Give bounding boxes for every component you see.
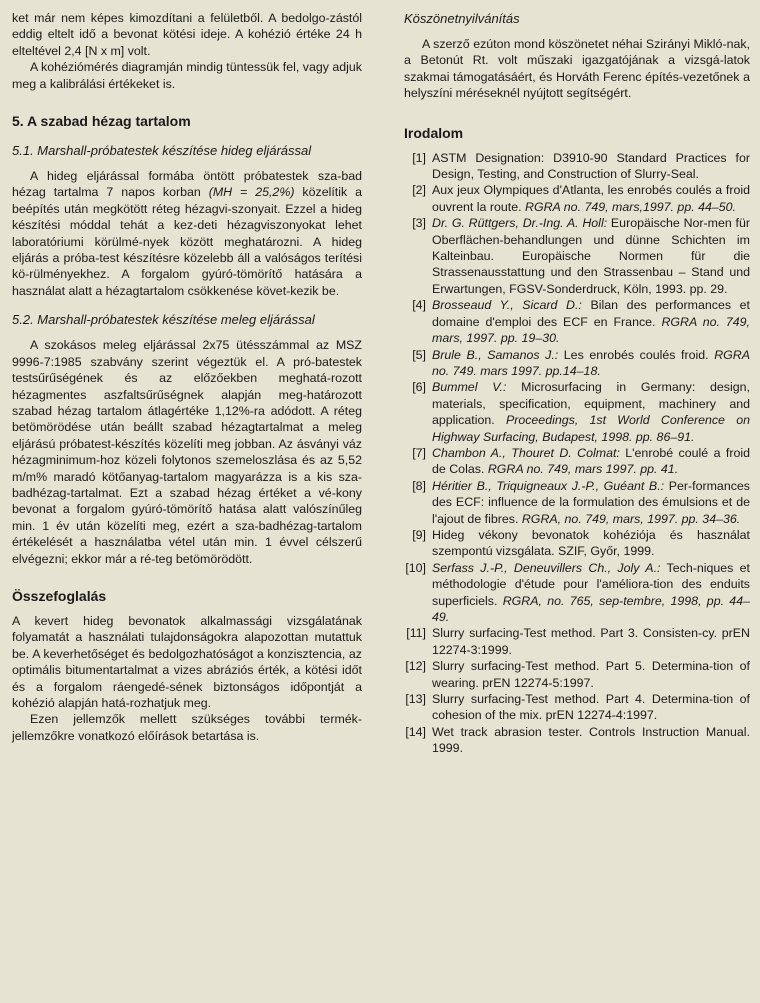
reference-authors: Serfass J.-P., Deneuvillers Ch., Joly A.:: [432, 560, 661, 575]
reference-title: Slurry surfacing-Test method. Part 4. Determina-tion of cohesion of the mix. prEN 12274-4:1997.: [432, 692, 750, 723]
reference-text: [432, 625, 750, 658]
sub51-text-part-b: közelítik a beépítés után megkötött réteg hézagvi-szonyait. Ezzel a hideg készítési móddal tehát a kez-deti hézagviszonyokat lehet laboratóriumi körülmé-nyek között meghatározni. A hideg eljárás a próba-test készítésre közelebb áll a valóságos terítési kö-rülményekhez. A forgalom gyúró-tömörítő hatására a használat alatt a hézagtartalom csökkenése követ-kezik be.: [12, 185, 363, 298]
left-column: [12, 10, 362, 744]
reference-authors: Dr. G. Rüttgers, Dr.-Ing. A. Holl:: [432, 216, 608, 231]
reference-text: [432, 691, 750, 724]
intro-paragraph: ket már nem képes kimozdítani a felületből. A bedolgo-zástól eddig eltelt idő a bevonat kötési ideje. A kohézió értéke 24 h elteltével 2,4 [N x m] volt.: [12, 11, 362, 58]
subsection-5-1-text: [12, 168, 362, 299]
reference-text: [432, 379, 750, 445]
reference-title: Bilan des performances et domaine d'emploi des ECF en France.: [432, 298, 750, 329]
reference-authors: Brosseaud Y., Sicard D.:: [432, 298, 582, 313]
reference-number: [13]: [405, 692, 426, 707]
reference-text: [432, 724, 750, 757]
reference-text: [432, 445, 750, 478]
reference-source: RGRA, no. 765, sep-tembre, 1998, pp. 44–49.: [432, 593, 750, 624]
reference-number: [6]: [412, 380, 426, 395]
reference-title: Slurry surfacing-Test method. Part 3. Consisten-cy. prEN 12274-3:1999.: [432, 626, 750, 657]
reference-source: RGRA no. 749. mars 1997. pp.14–18.: [432, 347, 750, 378]
reference-item: [404, 478, 750, 527]
reference-source: RGRA no. 749, mars 1997. pp. 41.: [487, 462, 679, 477]
reference-source: RGRA no. 749, mars,1997. pp. 44–50.: [525, 199, 736, 214]
subsection-5-2-text: A szokásos meleg eljárással 2x75 ütésszámmal az MSZ 9996-7:1985 szabvány szerint végeztük el. A pró-batestek testsűrűségének és az előzőekben meghatá-rozott hézagmentes aszfaltsűrűségnek alapján meg-határozott szabad hézag tartalom átlagértéke 1,12%-ra adódott. A réteg betömörödése után beállt szabad hézagtartalmat a meleg eljárású próbatest-készítés közelíti meg jobban. Az ásványi váz hézagminimum-hoz közeli folytonos szemeloszlása és az 5,52 m/m% maradó kötőanyag-tartalom magyarázza is a kis sza-badhézag-tartalmat. Ezt a szabad hézag értéket a vé-kony bevonat a forgalom gyúró-tömörítő hatása alatt valószínűleg min. 1 év után közelíti meg, ezért a sza-badhézag-tartalom értékelését a használatba vétel után min. 1 évvel célszerű elvégezni; ekkor már a ré-teg betömörödött.: [12, 338, 362, 566]
reference-number: [3]: [412, 216, 426, 231]
mh-value: (MH = 25,2%): [208, 185, 295, 200]
reference-text: [432, 527, 750, 560]
summary-paragraph-1: A kevert hideg bevonatok alkalmassági vizsgálatának folyamatát a használati tulajdonságokra alapozottan mutattuk be. A keverhetőséget és bedolgozhatóságot a konzisztencia, az optimális bitumentartalmat a vizes abráziós érték, a kötési időt és a forgalom ráengedé-sének biztonságos időpontját a kohézió alapján hatá-rozhatjuk meg.: [12, 613, 362, 710]
reference-number: [9]: [412, 527, 426, 542]
reference-text: [432, 478, 750, 527]
reference-number: [5]: [412, 347, 426, 362]
acknowledgement-text: A szerző ezúton mond köszönetet néhai Szirányi Mikló-nak, a Betonút Rt. volt műszaki igazgatójának a vizsgá-latok szakmai támogatásáért, és Horváth Ferenc építés-vezetőnek a helyszíni méréseknél nyújtott segítségért.: [404, 37, 750, 101]
reference-title: Wet track abrasion tester. Controls Instruction Manual. 1999.: [432, 724, 750, 756]
reference-number: [12]: [405, 659, 426, 674]
reference-text: [432, 215, 750, 297]
reference-text: [432, 658, 750, 691]
reference-text: [432, 560, 750, 626]
reference-item: [404, 215, 750, 297]
reference-item: [404, 625, 750, 658]
reference-title: Per-formances des ECF: influence de la formulation des émulsions et de l'ajout de fibres.: [432, 478, 750, 526]
reference-source: Proceedings, 1st World Conference on Highway Surfacing, Budapest, 1998. pp. 86–91.: [432, 413, 750, 444]
reference-item: [404, 691, 750, 724]
reference-title: ASTM Designation: D3910-90 Standard Practices for Design, Testing, and Construction of Slurry-Seal.: [432, 150, 750, 182]
reference-number: [10]: [405, 560, 426, 575]
reference-source: RGRA, no. 749, mars, 1997. pp. 34–36.: [521, 511, 741, 526]
summary-heading: Összefoglalás: [12, 587, 107, 604]
reference-authors: Héritier B., Triquigneaux J.-P., Guéant B.:: [432, 478, 665, 493]
reference-title: Hideg vékony bevonatok kohéziója és használat szempontú vizsgálata. SZIF, Győr, 1999.: [432, 527, 750, 559]
reference-item: [404, 347, 750, 380]
reference-title: Tech-niques et méthodologie d'étude pour l'améliora-tion des enduits superficiels.: [432, 560, 750, 608]
reference-title: Microsurfacing in Germany: design, materials, specification, equipment, machinery and application.: [432, 380, 750, 428]
reference-text: [432, 347, 750, 380]
reference-title: Slurry surfacing-Test method. Part 5. Determina-tion of wearing. prEN 12274-5:1997.: [432, 659, 750, 690]
reference-number: [1]: [412, 150, 426, 165]
reference-list: [404, 150, 750, 757]
reference-text: [432, 150, 750, 183]
reference-text: [432, 182, 750, 215]
reference-item: [404, 445, 750, 478]
subsection-5-1-heading: 5.1. Marshall-próbatestek készítése hideg eljárással: [12, 143, 312, 159]
reference-authors: Chambon A., Thouret D. Colmat:: [432, 445, 620, 460]
reference-authors: Brule B., Samanos J.:: [432, 347, 559, 362]
intro-paragraph-2: A kohéziómérés diagramján mindig tüntessük fel, vagy adjuk meg a kalibrálási értékeket is.: [12, 60, 362, 91]
reference-number: [11]: [406, 626, 426, 641]
reference-number: [8]: [412, 478, 426, 493]
reference-title: Aux jeux Olympiques d'Atlanta, les enrobés coulés a froid ouvrent la route.: [432, 183, 750, 214]
reference-title: L'enrobé coulé a froid de Colas.: [432, 445, 750, 477]
acknowledgement-heading: Köszönetnyilvánítás: [404, 11, 520, 26]
section-5-heading: 5. A szabad hézag tartalom: [12, 113, 191, 130]
reference-title: Les enrobés coulés froid.: [563, 347, 709, 362]
reference-item: [404, 150, 750, 183]
reference-source: RGRA no. 749, mars, 1997. pp. 19–30.: [432, 314, 750, 346]
reference-title: Europäische Nor-men für Oberflächen-behandlungen und dünne Schichten im Kalteinbau. Europäische Normen für die Strassenausstattung und den Strassenbau – Stand und Erwartungen, FGSV-Sonderdruck, Köln, 1993. pp. 29.: [432, 216, 750, 296]
right-column: [404, 10, 750, 757]
reference-item: [404, 527, 750, 560]
reference-number: [2]: [412, 183, 426, 198]
sub51-text-part-a: A hideg eljárással formába öntött próbatestek sza-bad hézag tartalma 7 napos korban: [12, 169, 362, 200]
summary-paragraph-2: Ezen jellemzők mellett szükséges további termék-jellemzőkre vonatkozó előírások betartása is.: [12, 712, 362, 743]
reference-item: [404, 560, 750, 626]
reference-item: [404, 182, 750, 215]
reference-item: [404, 379, 750, 445]
reference-item: [404, 297, 750, 346]
reference-item: [404, 724, 750, 757]
reference-number: [7]: [412, 445, 426, 460]
references-heading: Irodalom: [404, 124, 464, 141]
subsection-5-2-heading: 5.2. Marshall-próbatestek készítése meleg eljárással: [12, 312, 315, 328]
reference-text: [432, 297, 750, 346]
reference-item: [404, 658, 750, 691]
reference-authors: Bummel V.:: [432, 380, 507, 395]
reference-number: [4]: [412, 298, 426, 313]
reference-number: [14]: [405, 724, 426, 739]
